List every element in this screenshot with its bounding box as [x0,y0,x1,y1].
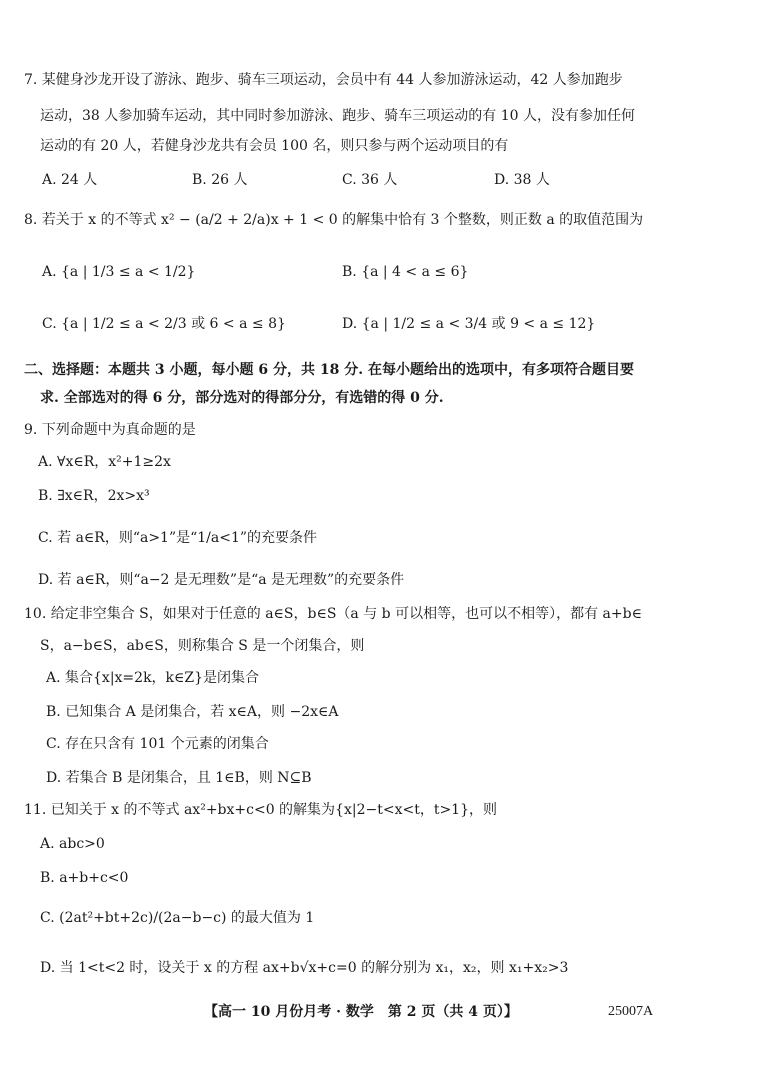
q7-line-3: 运动的有 20 人，若健身沙龙共有会员 100 名，则只参与两个运动项目的有 [40,138,509,154]
q11-option-c: C. (2at²+bt+2c)/(2a−b−c) 的最大值为 1 [40,910,315,926]
q10-option-d: D. 若集合 B 是闭集合，且 1∈B，则 N⊆B [46,770,312,786]
q7-line-2: 运动，38 人参加骑车运动，其中同时参加游泳、跑步、骑车三项运动的有 10 人，没有参加任何 [40,108,635,124]
q11-option-a: A. abc>0 [40,836,105,852]
q10-option-b: B. 已知集合 A 是闭集合，若 x∈A，则 −2x∈A [46,704,339,720]
q9-option-d: D. 若 a∈R，则“a−2 是无理数”是“a 是无理数”的充要条件 [38,572,405,588]
q8-option-b: B. {a | 4 < a ≤ 6} [342,264,469,280]
footer-code: 25007A [608,1004,654,1019]
q7-option-c: C. 36 人 [342,172,398,188]
q9-option-c: C. 若 a∈R，则“a>1”是“1/a<1”的充要条件 [38,530,318,546]
section2-line-1: 二、选择题：本题共 3 小题，每小题 6 分，共 18 分. 在每小题给出的选项中，有多项符合题目要 [24,362,634,378]
q11-option-b: B. a+b+c<0 [40,870,129,886]
q8-stem: 8. 若关于 x 的不等式 x² − (a/2 + 2/a)x + 1 < 0 的解集中恰有 3 个整数，则正数 a 的取值范围为 [24,212,644,228]
q8-option-d: D. {a | 1/2 ≤ a < 3/4 或 9 < a ≤ 12} [342,316,596,332]
q7-option-d: D. 38 人 [494,172,550,188]
q8-option-a: A. {a | 1/3 ≤ a < 1/2} [42,264,196,280]
q9-option-a: A. ∀x∈R，x²+1≥2x [38,454,171,470]
q10-line-2: S，a−b∈S，ab∈S，则称集合 S 是一个闭集合，则 [40,638,365,654]
section2-line-2: 求. 全部选对的得 6 分，部分选对的得部分分，有选错的得 0 分. [40,390,444,406]
q7-line-1: 7. 某健身沙龙开设了游泳、跑步、骑车三项运动，会员中有 44 人参加游泳运动，42 人参加跑步 [24,72,623,88]
q8-option-c: C. {a | 1/2 ≤ a < 2/3 或 6 < a ≤ 8} [42,316,286,332]
q9-stem: 9. 下列命题中为真命题的是 [24,422,196,438]
footer-title: 【高一 10 月份月考 · 数学 第 2 页（共 4 页）】 [204,1004,518,1020]
q7-option-b: B. 26 人 [192,172,248,188]
q10-line-1: 10. 给定非空集合 S，如果对于任意的 a∈S，b∈S（a 与 b 可以相等，也可以不相等），都有 a+b∈ [24,606,642,622]
q9-option-b: B. ∃x∈R，2x>x³ [38,488,150,504]
q7-option-a: A. 24 人 [42,172,98,188]
q11-stem: 11. 已知关于 x 的不等式 ax²+bx+c<0 的解集为{x|2−t<x<t，t>1}，则 [24,802,497,818]
q10-option-c: C. 存在只含有 101 个元素的闭集合 [46,736,269,752]
q10-option-a: A. 集合{x|x=2k，k∈Z}是闭集合 [46,670,260,686]
q11-option-d: D. 当 1<t<2 时，设关于 x 的方程 ax+b√x+c=0 的解分别为 x₁，x₂，则 x₁+x₂>3 [40,960,569,976]
